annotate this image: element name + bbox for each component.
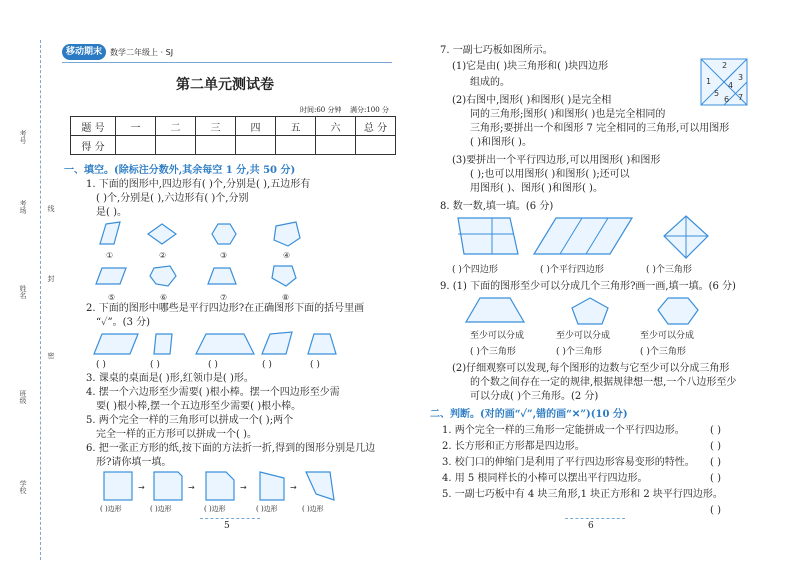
q9-2-line-2: 的个数之间存在一定的规律,根据规律想一想,一个八边形至少 xyxy=(470,377,737,388)
table-cell: 五 xyxy=(276,117,316,136)
side-mark-secret: 密 xyxy=(47,352,55,359)
table-cell: 一 xyxy=(116,117,156,136)
q2-answer[interactable]: ( ) xyxy=(208,360,218,370)
q1-line-1: 1. 下面的图形中,四边形有( )个,分别是( ),五边形有 xyxy=(86,179,311,190)
fold-step-3 xyxy=(206,472,234,500)
section-2-heading: 二、判断。(对的画“✓”,错的画“✕”)(10 分) xyxy=(430,409,628,420)
judge-answer[interactable]: ( ) xyxy=(710,425,721,436)
q7: 7. 一副七巧板如图所示。 xyxy=(440,45,553,56)
score-table-header-row xyxy=(71,117,396,136)
tangram-num: 4 xyxy=(728,81,734,90)
score-input-cell[interactable] xyxy=(156,136,196,155)
arrow-icon: → xyxy=(240,483,247,492)
tangram-num: 7 xyxy=(738,93,744,102)
judge-3: 3. 校门口的伸缩门是利用了平行四边形容易变形的特性。 xyxy=(442,457,695,468)
q2-shape xyxy=(196,334,254,354)
q2-shape xyxy=(308,334,336,354)
shape-6 xyxy=(150,266,176,286)
q5-line-1: 5. 两个完全一样的三角形可以拼成一个( );两个 xyxy=(86,415,294,426)
shape-label: ⑧ xyxy=(282,293,290,302)
q7-2-line-1: (2)右图中,图形( )和图形( )是完全相 xyxy=(452,95,612,106)
judge-2: 2. 长方形和正方形都是四边形。 xyxy=(442,441,585,452)
shape-label: ④ xyxy=(283,251,291,260)
q8-answer[interactable]: ( )个三角形 xyxy=(646,265,692,275)
side-label-school: 学校 xyxy=(19,480,27,494)
q7-1-line-1: (1)它是由( )块三角形和( )块四边形 xyxy=(452,61,609,72)
q8-answer[interactable]: ( )个四边形 xyxy=(452,265,498,275)
fold-answer[interactable]: ( )边形 xyxy=(302,505,324,513)
q2-shape xyxy=(154,334,172,354)
q7-3-line-3: 用图形( )、图形( )和图形( )。 xyxy=(470,183,603,194)
fold-step-5 xyxy=(306,472,334,500)
q9-answer[interactable]: ( )个三角形 xyxy=(470,347,516,357)
q3: 3. 课桌的桌面是( )形,红领巾是( )形。 xyxy=(86,373,254,384)
fold-step-4 xyxy=(260,472,284,500)
q9-1: 9. (1) 下面的图形至少可以分成几个三角形?画一画,填一填。(6 分) xyxy=(440,281,736,292)
shape-2 xyxy=(148,224,176,244)
q2-line-1: 2. 下面的图形中哪些是平行四边形?在正确图形下面的括号里画 xyxy=(86,303,365,314)
q1-line-3: 是( )。 xyxy=(96,207,127,218)
q9-2-line-1: (2)仔细观察可以发现,每个图形的边数与它至少可以分成三角形 xyxy=(452,363,730,374)
q5-line-2: 完全一样的正方形可以拼成一个( )。 xyxy=(96,429,257,440)
q9-2-line-3: 可以分成( )个三角形。(2 分) xyxy=(470,391,599,402)
q8-figure-2 xyxy=(534,218,632,254)
q9-shape xyxy=(658,298,698,324)
q2-shape xyxy=(262,332,292,354)
score-table-score-row xyxy=(71,136,396,155)
section-1-heading: 一、填空。(除标注分数外,其余每空 1 分,共 50 分) xyxy=(64,165,296,176)
tangram-num: 2 xyxy=(722,61,728,70)
q8: 8. 数一数,填一填。(6 分) xyxy=(440,201,554,212)
shape-label: ③ xyxy=(220,251,228,260)
q2-answer[interactable]: ( ) xyxy=(262,360,272,370)
table-cell: 三 xyxy=(196,117,236,136)
fold-step-1 xyxy=(104,472,132,500)
brand-name: 移动期末 xyxy=(66,47,103,57)
score-input-cell[interactable] xyxy=(116,136,156,155)
q9-answer[interactable]: ( )个三角形 xyxy=(640,347,686,357)
q7-3-line-1: (3)要拼出一个平行四边形,可以用图形( )和图形 xyxy=(452,155,661,166)
shape-label: ⑥ xyxy=(160,293,168,302)
shape-5 xyxy=(96,268,126,284)
fold-answer[interactable]: ( )边形 xyxy=(256,505,278,513)
tangram-num: 6 xyxy=(724,95,730,104)
judge-answer[interactable]: ( ) xyxy=(710,441,721,452)
shape-label: ⑦ xyxy=(220,293,228,302)
q9-shape xyxy=(466,298,524,322)
q1-line-2: ( )个,分别是( ),六边形有( )个,分别 xyxy=(96,193,249,204)
q2-answer[interactable]: ( ) xyxy=(150,360,160,370)
table-cell: 四 xyxy=(236,117,276,136)
q2-line-2: “✓”。(3 分) xyxy=(96,317,151,328)
binding-line xyxy=(40,40,41,560)
score-input-cell[interactable] xyxy=(316,136,356,155)
shape-label: ⑤ xyxy=(108,293,116,302)
tangram xyxy=(700,58,750,108)
table-cell: 总 分 xyxy=(356,117,396,136)
side-mark-line: 线 xyxy=(47,205,55,212)
q2-shape xyxy=(94,334,138,354)
arrow-icon: → xyxy=(138,483,145,492)
shape-8 xyxy=(272,266,296,286)
arrow-icon: → xyxy=(290,483,297,492)
judge-4: 4. 用 5 根同样长的小棒可以摆出平行四边形。 xyxy=(442,473,648,484)
shape-label: ② xyxy=(159,251,167,260)
shape-label: ① xyxy=(106,251,114,260)
fold-step-2 xyxy=(154,472,182,500)
full-score-label: 满分:100 分 xyxy=(350,106,389,114)
judge-answer[interactable]: ( ) xyxy=(710,457,721,468)
q9-shape xyxy=(572,298,608,324)
page-title: 第二单元测试卷 xyxy=(176,77,274,93)
q7-1-line-2: 组成的。 xyxy=(470,77,510,88)
q4-line-1: 4. 摆一个六边形至少需要( )根小棒。摆一个四边形至少需 xyxy=(86,387,340,398)
q7-2-line-3: 三角形;要拼出一个和图形 7 完全相同的三角形,可以用图形 xyxy=(470,123,730,134)
tangram-num: 3 xyxy=(738,73,744,82)
q1-shapes xyxy=(90,218,410,306)
q8-figure-1 xyxy=(458,218,518,254)
footer-rule xyxy=(200,518,260,519)
header-rule xyxy=(62,62,392,63)
shape-4 xyxy=(274,222,300,246)
q9-label: 至少可以分成 xyxy=(556,331,611,341)
judge-1: 1. 两个完全一样的三角形一定能拼成一个平行四边形。 xyxy=(442,425,685,436)
q6-line-2: 形?请你填一填。 xyxy=(96,457,172,468)
q6-folds xyxy=(100,470,400,506)
q7-2-line-4: ( )和图形( )。 xyxy=(470,137,532,148)
judge-answer[interactable]: ( ) xyxy=(710,473,721,484)
q7-2-line-2: 同的三角形;图形( )和图形( )也是完全相同的 xyxy=(470,109,666,120)
page-number-left: 5 xyxy=(224,521,230,531)
q7-3-line-2: ( );也可以用图形( )和图形( );还可以 xyxy=(470,169,630,180)
fold-answer[interactable]: ( )边形 xyxy=(204,505,226,513)
q2-answer[interactable]: ( ) xyxy=(310,360,320,370)
shape-3 xyxy=(212,224,236,244)
judge-5: 5. 一副七巧板中有 4 块三角形,1 块正方形和 2 块平行四边形。 xyxy=(442,489,723,500)
tangram-num: 1 xyxy=(706,77,712,86)
score-input-cell[interactable] xyxy=(276,136,316,155)
shape-7 xyxy=(208,268,236,284)
judge-answer[interactable]: ( ) xyxy=(710,505,721,516)
score-input-cell[interactable] xyxy=(196,136,236,155)
q8-figures xyxy=(452,214,752,260)
table-cell: 二 xyxy=(156,117,196,136)
side-label-class: 班级 xyxy=(19,390,27,404)
table-cell: 题 号 xyxy=(71,117,116,136)
score-input-cell[interactable] xyxy=(356,136,396,155)
score-table xyxy=(70,116,396,155)
table-cell: 六 xyxy=(316,117,356,136)
arrow-icon: → xyxy=(188,483,195,492)
side-label-room: 考场 xyxy=(19,200,27,214)
fold-answer[interactable]: ( )边形 xyxy=(150,505,172,513)
side-mark-seal: 封 xyxy=(47,275,55,282)
subject-label: 数学二年级上 · SJ xyxy=(110,48,174,57)
q4-line-2: 要( )根小棒,摆一个五边形至少需要( )根小棒。 xyxy=(96,401,302,412)
footer-rule xyxy=(565,518,625,519)
table-cell: 得 分 xyxy=(71,136,116,155)
q9-shapes xyxy=(460,296,760,326)
page-number-right: 6 xyxy=(588,521,594,531)
q9-answer[interactable]: ( )个三角形 xyxy=(556,347,602,357)
tangram-num: 5 xyxy=(714,89,720,98)
shape-1 xyxy=(100,222,120,244)
side-label-exam-no: 考号 xyxy=(19,130,27,144)
q9-label: 至少可以分成 xyxy=(470,331,525,341)
q9-label: 至少可以分成 xyxy=(640,331,695,341)
q6-line-1: 6. 把一张正方形的纸,按下面的方法折一折,得到的图形分别是几边 xyxy=(86,443,376,454)
score-input-cell[interactable] xyxy=(236,136,276,155)
fold-answer[interactable]: ( )边形 xyxy=(100,505,122,513)
time-label: 时间:60 分钟 xyxy=(300,106,342,114)
q2-shapes xyxy=(90,330,410,370)
q8-answer[interactable]: ( )个平行四边形 xyxy=(540,265,604,275)
q2-answer[interactable]: ( ) xyxy=(96,360,106,370)
side-label-name: 姓名 xyxy=(19,285,27,299)
